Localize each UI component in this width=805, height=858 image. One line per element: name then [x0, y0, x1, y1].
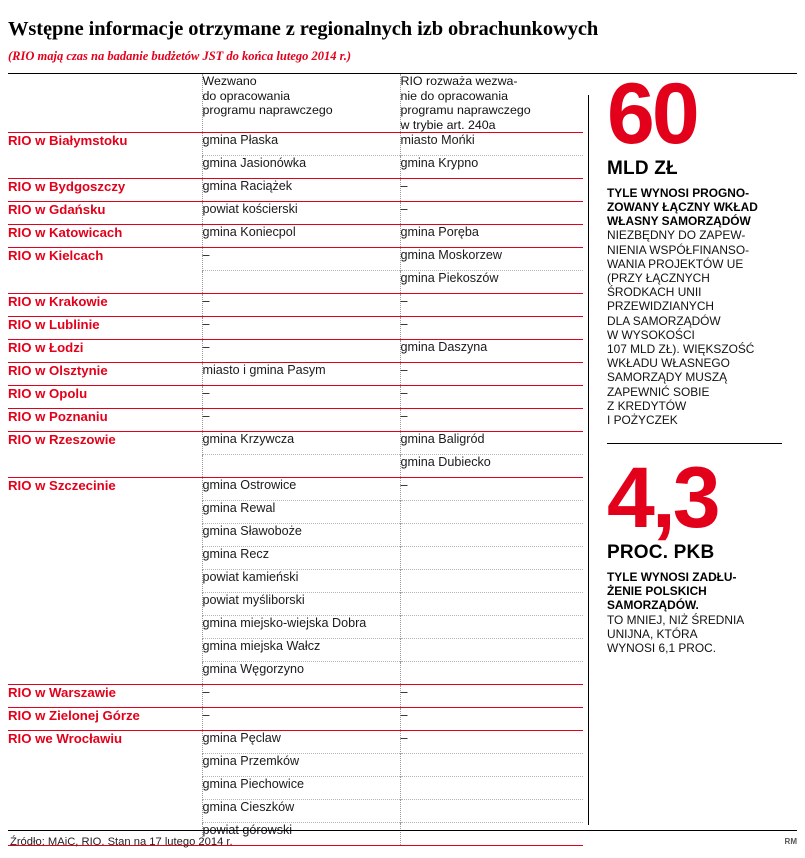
panel-1-body: TO MNIEJ, NIŻ ŚREDNIA UNIJNA, KTÓRA WYNOSI 6,1 PROC.: [607, 612, 745, 656]
table-cell-rozwaza: miasto Mońki: [400, 133, 583, 156]
table-cell-wezwano: –: [202, 708, 400, 731]
table-cell-rozwaza: –: [400, 708, 583, 731]
table-cell-region: [8, 455, 202, 478]
table-cell-region: [8, 547, 202, 570]
table-row: [8, 133, 583, 156]
table-cell-wezwano: gmina Raciążek: [202, 179, 400, 202]
table-row: [8, 156, 583, 179]
table-row: [8, 432, 583, 455]
panel-0-number: 60: [607, 66, 697, 162]
table-cell-region: [8, 800, 202, 823]
panel-1-number: 4,3: [607, 450, 718, 547]
table-cell-region: [8, 593, 202, 616]
table-cell-wezwano: –: [202, 248, 400, 271]
table-cell-wezwano: powiat myśliborski: [202, 593, 400, 616]
table-row: [8, 363, 583, 386]
table-cell-region: RIO w Bydgoszczy: [8, 179, 202, 202]
table-cell-region: [8, 501, 202, 524]
table-cell-wezwano: gmina Krzywcza: [202, 432, 400, 455]
table-cell-wezwano: –: [202, 685, 400, 708]
source-footer: [8, 830, 797, 848]
table-cell-rozwaza: –: [400, 363, 583, 386]
table-row: [8, 478, 583, 501]
table-cell-rozwaza: –: [400, 294, 583, 317]
table-cell-rozwaza: [400, 639, 583, 662]
table-cell-rozwaza: –: [400, 478, 583, 501]
table-cell-wezwano: gmina Piechowice: [202, 777, 400, 800]
page-subtitle: (RIO mają czas na badanie budżetów JST do końca lutego 2014 r.): [8, 49, 352, 63]
table-cell-rozwaza: gmina Piekoszów: [400, 271, 583, 294]
table-cell-rozwaza: [400, 800, 583, 823]
table-row: [8, 800, 583, 823]
table-cell-rozwaza: [400, 777, 583, 800]
table-row: [8, 662, 583, 685]
content-layout: [0, 66, 805, 852]
table-cell-region: RIO w Zielonej Górze: [8, 708, 202, 731]
table-cell-rozwaza: [400, 754, 583, 777]
table-row: [8, 202, 583, 225]
table-row: [8, 639, 583, 662]
table-cell-rozwaza: –: [400, 179, 583, 202]
table-cell-region: [8, 616, 202, 639]
table-cell-region: RIO w Rzeszowie: [8, 432, 202, 455]
table-cell-rozwaza: gmina Dubiecko: [400, 455, 583, 478]
table-cell-wezwano: gmina Ostrowice: [202, 478, 400, 501]
table-cell-region: [8, 156, 202, 179]
table-cell-region: RIO w Poznaniu: [8, 409, 202, 432]
table-cell-wezwano: gmina Rewal: [202, 501, 400, 524]
table-cell-region: RIO w Olsztynie: [8, 363, 202, 386]
table-cell-wezwano: –: [202, 317, 400, 340]
table-cell-wezwano: powiat kościerski: [202, 202, 400, 225]
table-row: [8, 708, 583, 731]
table-header-row: [8, 74, 583, 133]
panel-vertical-divider: [588, 95, 589, 825]
rio-table: [8, 74, 583, 846]
table-row: [8, 179, 583, 202]
table-cell-wezwano: –: [202, 409, 400, 432]
table-cell-wezwano: gmina Cieszków: [202, 800, 400, 823]
table-cell-region: RIO w Katowicach: [8, 225, 202, 248]
table-cell-region: RIO w Białymstoku: [8, 133, 202, 156]
table-cell-wezwano: –: [202, 340, 400, 363]
table-cell-region: RIO we Wrocławiu: [8, 731, 202, 754]
table-cell-wezwano: gmina Sławoboże: [202, 524, 400, 547]
table-row: [8, 501, 583, 524]
table-cell-region: [8, 754, 202, 777]
table-cell-rozwaza: gmina Poręba: [400, 225, 583, 248]
table-row: [8, 340, 583, 363]
table-cell-wezwano: [202, 455, 400, 478]
table-row: [8, 570, 583, 593]
table-row: [8, 547, 583, 570]
table-cell-wezwano: gmina Płaska: [202, 133, 400, 156]
table-cell-wezwano: gmina Koniecpol: [202, 225, 400, 248]
table-cell-region: RIO w Szczecinie: [8, 478, 202, 501]
table-row: [8, 777, 583, 800]
panel-1-unit: PROC. PKB: [607, 542, 715, 564]
table-cell-region: RIO w Krakowie: [8, 294, 202, 317]
table-cell-region: [8, 662, 202, 685]
table-cell-wezwano: miasto i gmina Pasym: [202, 363, 400, 386]
table-row: [8, 386, 583, 409]
table-cell-region: [8, 639, 202, 662]
table-cell-wezwano: [202, 271, 400, 294]
table-cell-region: RIO w Warszawie: [8, 685, 202, 708]
table-cell-wezwano: powiat górowski: [202, 823, 400, 846]
table-cell-rozwaza: [400, 570, 583, 593]
table-row: [8, 685, 583, 708]
table-row: [8, 616, 583, 639]
panel-0: [607, 66, 782, 428]
panel-1-lead: TYLE WYNOSI ZADŁU- ŻENIE POLSKICH SAMORZĄDÓW.: [607, 570, 737, 612]
table-cell-region: [8, 271, 202, 294]
table-cell-wezwano: powiat kamieński: [202, 570, 400, 593]
table-cell-region: RIO w Gdańsku: [8, 202, 202, 225]
panel-0-unit: MLD ZŁ: [607, 158, 678, 179]
table-row: [8, 294, 583, 317]
table-cell-region: RIO w Lublinie: [8, 317, 202, 340]
panel-0-lead: TYLE WYNOSI PROGNO- ZOWANY ŁĄCZNY WKŁAD WŁASNY SAMORZĄDÓW: [607, 186, 758, 228]
table-cell-region: [8, 570, 202, 593]
table-row: [8, 225, 583, 248]
panel-0-body: NIEZBĘDNY DO ZAPEW- NIENIA WSPÓŁFINANSO- WANIA PROJEKTÓW UE (PRZY ŁĄCZNYCH ŚRODKACH UNII PRZEWIDZIANYCH DLA SAMORZĄDÓW W WYSOKOŚCI 107 MLD ZŁ). WIĘKSZOŚĆ WKŁADU WŁASNEGO SAMORZĄDY MUSZĄ ZAPEWNIĆ SOBIE Z KREDYTÓW I POŻYCZEK: [607, 228, 755, 428]
table-cell-region: [8, 524, 202, 547]
table-header-col3: RIO rozważa wezwa- nie do opracowania programu naprawczego w trybie art. 240a: [400, 74, 583, 133]
panel-1: [607, 443, 782, 655]
table-cell-region: RIO w Łodzi: [8, 340, 202, 363]
table-row: [8, 409, 583, 432]
credit-text: RM: [784, 837, 797, 846]
rio-table-container: [8, 74, 583, 852]
table-row: [8, 271, 583, 294]
table-cell-region: RIO w Opolu: [8, 386, 202, 409]
table-row: [8, 524, 583, 547]
table-row: [8, 248, 583, 271]
table-header-region: [8, 74, 202, 133]
table-cell-rozwaza: gmina Moskorzew: [400, 248, 583, 271]
page-title: Wstępne informacje otrzymane z regionalnych izb obrachunkowych: [8, 18, 599, 40]
table-cell-wezwano: gmina miejsko-wiejska Dobra: [202, 616, 400, 639]
table-cell-region: [8, 777, 202, 800]
table-body: [8, 133, 583, 847]
table-cell-rozwaza: –: [400, 386, 583, 409]
table-cell-rozwaza: [400, 593, 583, 616]
table-cell-wezwano: gmina Pęclaw: [202, 731, 400, 754]
table-cell-rozwaza: gmina Krypno: [400, 156, 583, 179]
table-row: [8, 455, 583, 478]
table-cell-wezwano: –: [202, 294, 400, 317]
table-cell-rozwaza: gmina Baligród: [400, 432, 583, 455]
table-cell-rozwaza: –: [400, 202, 583, 225]
table-cell-region: RIO w Kielcach: [8, 248, 202, 271]
table-cell-wezwano: gmina Węgorzyno: [202, 662, 400, 685]
table-cell-wezwano: gmina Przemków: [202, 754, 400, 777]
table-cell-rozwaza: [400, 616, 583, 639]
table-cell-rozwaza: [400, 662, 583, 685]
table-row: [8, 593, 583, 616]
table-header-col2: Wezwano do opracowania programu naprawczego: [202, 74, 400, 133]
table-cell-rozwaza: [400, 501, 583, 524]
table-cell-rozwaza: –: [400, 409, 583, 432]
table-cell-rozwaza: –: [400, 731, 583, 754]
table-cell-rozwaza: [400, 524, 583, 547]
table-cell-rozwaza: [400, 547, 583, 570]
table-cell-wezwano: gmina miejska Wałcz: [202, 639, 400, 662]
side-panels: [583, 66, 797, 656]
table-row: [8, 754, 583, 777]
table-cell-rozwaza: –: [400, 317, 583, 340]
table-cell-wezwano: gmina Recz: [202, 547, 400, 570]
table-cell-wezwano: gmina Jasionówka: [202, 156, 400, 179]
table-row: [8, 317, 583, 340]
table-cell-rozwaza: –: [400, 685, 583, 708]
source-text: Źródło: MAiC, RIO. Stan na 17 lutego 2014 r.: [10, 836, 233, 848]
table-cell-rozwaza: gmina Daszyna: [400, 340, 583, 363]
table-row: [8, 731, 583, 754]
table-cell-wezwano: –: [202, 386, 400, 409]
